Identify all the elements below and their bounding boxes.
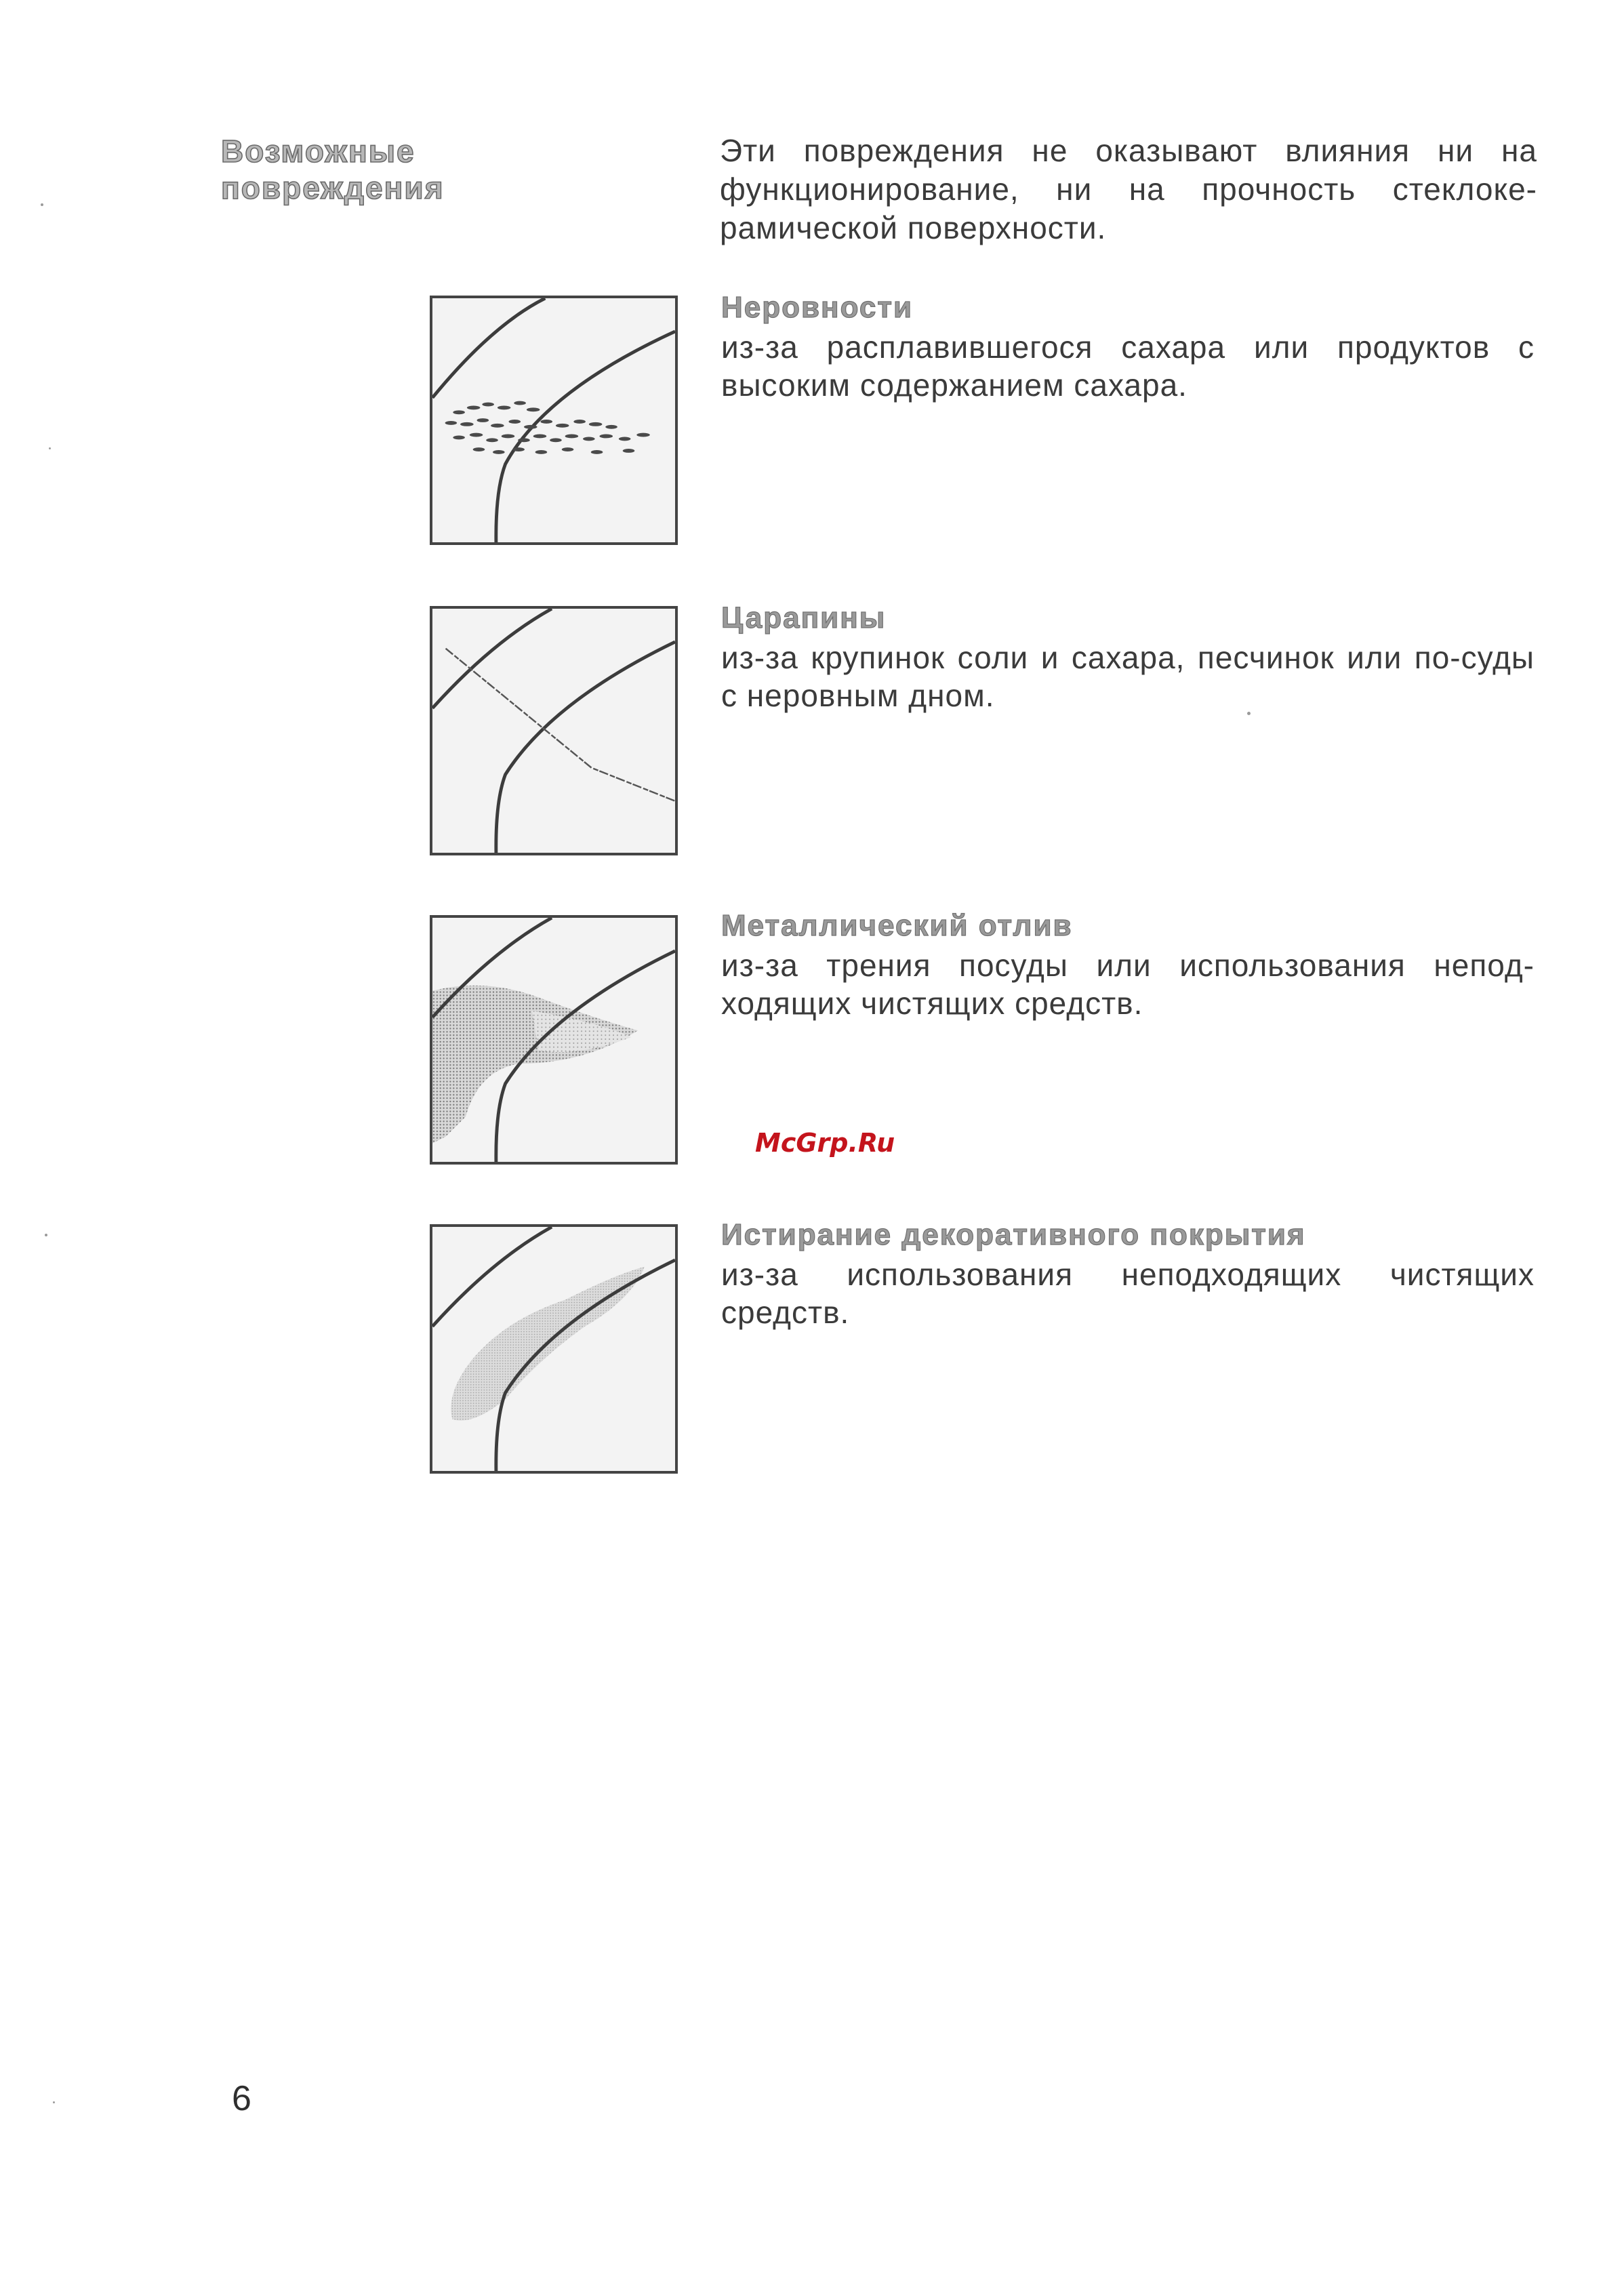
item-title-scratches: Царапины <box>721 601 887 634</box>
scan-speck <box>49 447 51 449</box>
item-text-bumps: из-за расплавившегося сахара или продуктов с высоким содержанием сахара. <box>721 329 1535 403</box>
item-text-worn-decor: из-за использования неподходящих чистящих средств. <box>721 1257 1535 1330</box>
metallic-sheen-illustration <box>430 915 678 1165</box>
section-title-line2: повреждения <box>221 170 445 205</box>
item-title-metallic: Металлический отлив <box>721 909 1073 942</box>
item-text-scratches: из-за крупинок соли и сахара, песчинок или по-суды с неровным дном. <box>721 640 1535 713</box>
intro-paragraph: Эти повреждения не оказывают влияния ни на функционирование, ни на прочность стеклоке-рамической поверхности. <box>720 133 1537 245</box>
melted-sugar-bumps-illustration <box>430 296 678 545</box>
scan-speck <box>41 203 43 206</box>
item-title-worn-decor: Истирание декоративного покрытия <box>721 1218 1306 1251</box>
scan-speck <box>1247 712 1251 715</box>
scan-speck <box>45 1234 47 1236</box>
page-number: 6 <box>232 2079 251 2118</box>
worn-decor-illustration <box>430 1224 678 1474</box>
item-title-bumps: Неровности <box>721 291 913 324</box>
section-title-line1: Возможные <box>221 134 415 169</box>
item-text-metallic: из-за трения посуды или использования непод-ходящих чистящих средств. <box>721 948 1535 1021</box>
scratches-illustration <box>430 606 678 855</box>
scan-speck <box>53 2101 55 2103</box>
section-title <box>221 133 519 206</box>
watermark: McGrp.Ru <box>755 1128 895 1158</box>
